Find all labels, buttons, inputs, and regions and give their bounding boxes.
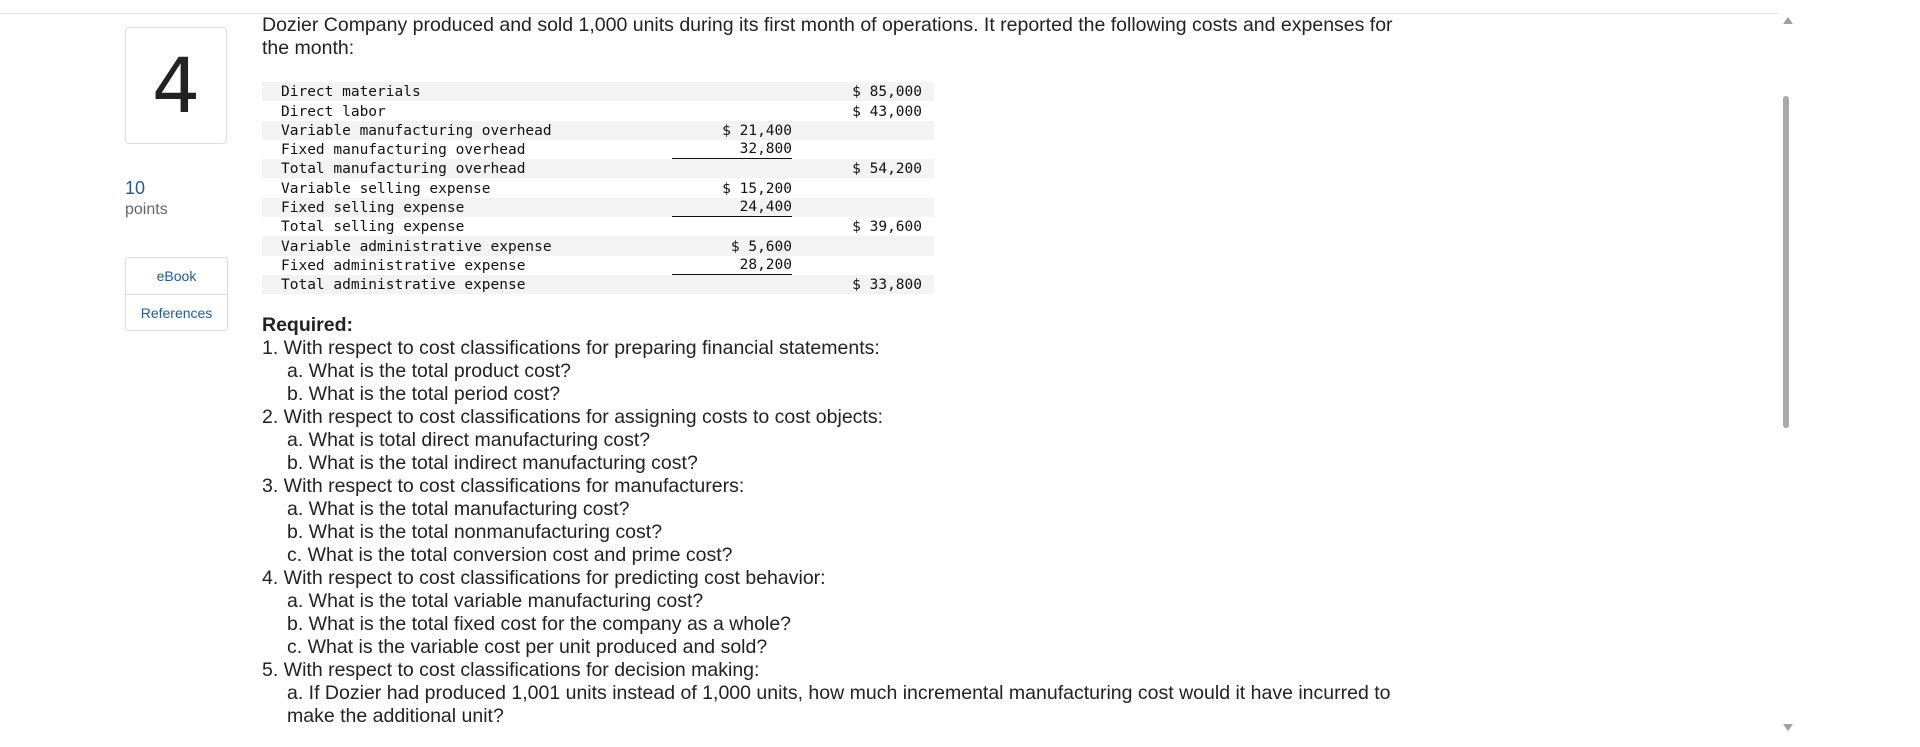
cost-row xyxy=(262,236,934,255)
cost-total xyxy=(804,121,934,140)
required-subitem: a. What is the total product cost? xyxy=(287,360,571,383)
cost-row xyxy=(262,198,934,217)
cost-label: Fixed administrative expense xyxy=(281,257,526,274)
cost-label: Variable administrative expense xyxy=(262,236,672,255)
cost-row xyxy=(262,256,934,275)
required-subitem: c. What is the total conversion cost and prime cost? xyxy=(287,544,733,567)
question-intro: Dozier Company produced and sold 1,000 units during its first month of operations. It reported the following costs and expenses for the month: xyxy=(262,14,1393,59)
required-subitem: b. What is the total nonmanufacturing cost? xyxy=(287,521,663,544)
cost-label: Total selling expense xyxy=(281,219,465,236)
cost-label: Variable selling expense xyxy=(281,180,491,197)
cost-subtotal xyxy=(672,275,804,294)
required-item: 4. With respect to cost classifications for predicting cost behavior: xyxy=(262,567,826,590)
cost-total: $ 54,200 xyxy=(804,159,934,178)
cost-label: Total manufacturing overhead xyxy=(262,159,672,178)
cost-subtotal xyxy=(672,159,804,178)
question-content xyxy=(262,14,1422,728)
cost-subtotal-value: $ 21,400 xyxy=(722,122,792,139)
required-item: 1. With respect to cost classifications for preparing financial statements: xyxy=(262,337,880,360)
cost-subtotal xyxy=(672,256,804,275)
cost-total xyxy=(804,256,934,275)
cost-subtotal-value: 24,400 xyxy=(672,198,792,217)
scroll-down-arrow xyxy=(1783,724,1793,731)
points-label: points xyxy=(125,201,168,218)
required-heading: Required: xyxy=(262,314,354,337)
required-section xyxy=(262,314,1422,728)
required-subitem: a. What is the total manufacturing cost? xyxy=(287,498,630,521)
cost-subtotal-value: $ 5,600 xyxy=(730,238,792,255)
scroll-up-arrow xyxy=(1783,17,1793,24)
cost-subtotal xyxy=(672,198,804,217)
required-item: 5. With respect to cost classifications for decision making: xyxy=(262,659,760,682)
cost-subtotal xyxy=(672,121,804,140)
cost-total: $ 85,000 xyxy=(804,82,934,101)
required-item: 3. With respect to cost classifications for manufacturers: xyxy=(262,475,745,498)
ebook-button[interactable]: eBook xyxy=(156,268,197,284)
cost-row xyxy=(262,82,934,101)
cost-table xyxy=(262,82,934,294)
cost-total: $ 43,000 xyxy=(852,103,922,120)
cost-row xyxy=(262,275,934,294)
cost-subtotal xyxy=(672,178,804,197)
required-subitem: b. What is the total indirect manufacturing cost? xyxy=(287,452,698,475)
cost-total xyxy=(804,236,934,255)
cost-row xyxy=(262,217,934,236)
scrollbar[interactable] xyxy=(1780,14,1796,747)
references-button[interactable]: References xyxy=(126,294,227,330)
cost-subtotal xyxy=(672,101,804,120)
required-subitem: a. If Dozier had produced 1,001 units instead of 1,000 units, how much incremental manufacturing cost would it have incurred to make the additional unit? xyxy=(287,682,1391,728)
cost-subtotal xyxy=(672,236,804,255)
required-subitem: a. What is total direct manufacturing cost? xyxy=(287,429,651,452)
cost-subtotal-value: $ 15,200 xyxy=(722,180,792,197)
cost-total: $ 33,800 xyxy=(804,275,934,294)
cost-row xyxy=(262,178,934,197)
cost-total xyxy=(804,140,934,159)
points-value: 10 xyxy=(125,178,146,198)
cost-row xyxy=(262,101,934,120)
required-item: 2. With respect to cost classifications for assigning costs to cost objects: xyxy=(262,406,884,429)
cost-subtotal xyxy=(672,217,804,236)
cost-total: $ 39,600 xyxy=(852,219,922,236)
required-subitem: a. What is the total variable manufacturing cost? xyxy=(287,590,704,613)
cost-row xyxy=(262,159,934,178)
scrollbar-thumb xyxy=(1783,96,1789,428)
cost-subtotal xyxy=(672,140,804,159)
required-subitem: b. What is the total period cost? xyxy=(287,383,561,406)
cost-row xyxy=(262,140,934,159)
required-subitem: c. What is the variable cost per unit produced and sold? xyxy=(287,636,768,659)
required-list xyxy=(262,337,1422,728)
cost-total xyxy=(804,198,934,217)
cost-label: Direct materials xyxy=(262,82,672,101)
cost-subtotal-value: 28,200 xyxy=(672,256,792,275)
cost-subtotal xyxy=(672,82,804,101)
cost-label: Total administrative expense xyxy=(262,275,672,294)
question-number: 4 xyxy=(151,40,201,130)
question-number-box xyxy=(125,27,227,144)
cost-label: Fixed selling expense xyxy=(262,198,672,217)
cost-label: Fixed manufacturing overhead xyxy=(281,142,526,159)
cost-total xyxy=(804,178,934,197)
cost-label: Direct labor xyxy=(281,103,386,120)
required-subitem: b. What is the total fixed cost for the company as a whole? xyxy=(287,613,792,636)
resources-panel xyxy=(125,257,228,331)
cost-subtotal-value: 32,800 xyxy=(672,140,792,159)
cost-row xyxy=(262,121,934,140)
cost-label: Variable manufacturing overhead xyxy=(262,121,672,140)
